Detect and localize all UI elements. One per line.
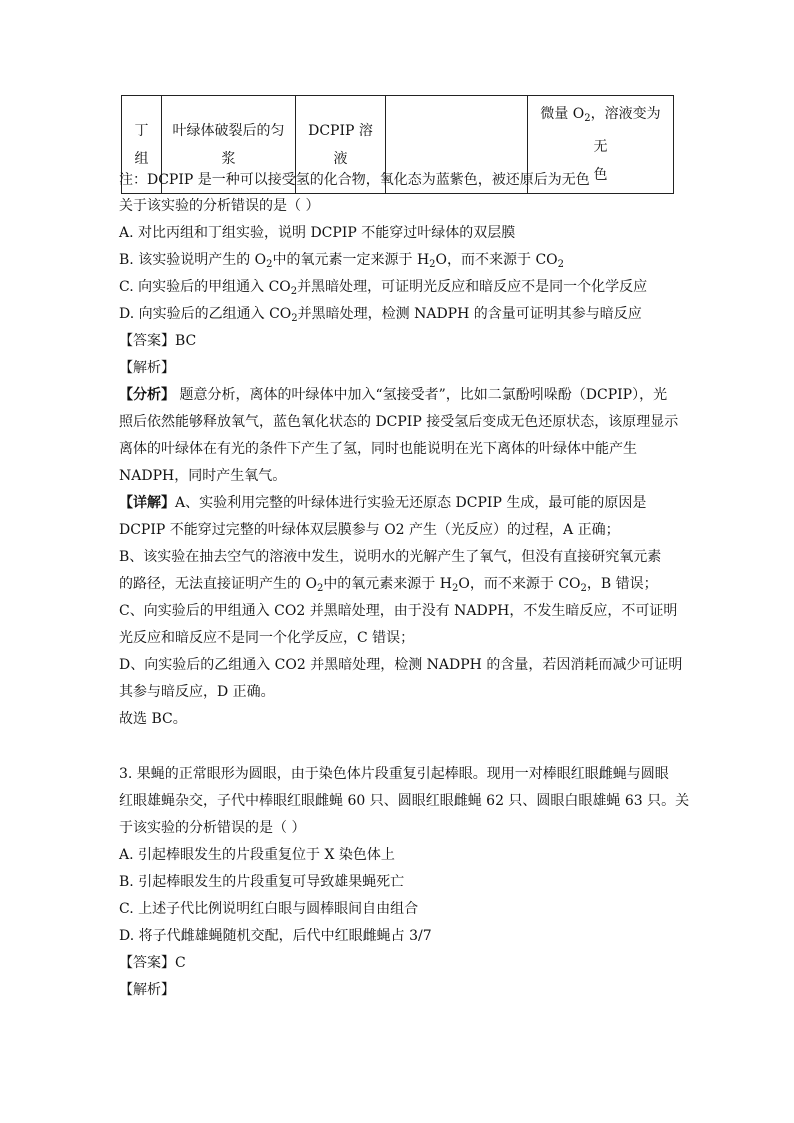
q2-analysis-line-4: NADPH，同时产生氧气。 [119,468,287,484]
text: O，而不来源于 CO [435,252,558,268]
q2-stem: 关于该实验的分析错误的是（ ） [119,198,320,214]
q3-stem-line-1: 3. 果蝇的正常眼形为圆眼，由于染色体片段重复引起棒眼。现用一对棒眼红眼雌蝇与圆眼 [119,766,669,782]
text: D. 向实验后的乙组通入 CO [119,306,292,322]
subscript: 2 [266,259,273,270]
q3-option-a: A. 引起棒眼发生的片段重复位于 X 染色体上 [119,847,395,863]
cell-line: 组 [134,150,149,167]
text: C. 向实验后的甲组通入 CO [119,279,291,295]
q2-option-a: A. 对比丙组和丁组实验，说明 DCPIP 不能穿过叶绿体的双层膜 [119,225,516,241]
cell-line: DCPIP 溶 [308,122,373,139]
detail-tag: 【详解】 [119,495,175,511]
text: O，而不来源于 CO [458,576,581,592]
subscript: 2 [451,583,459,594]
q2-detail-line-4 [119,574,658,599]
cell-line: 色 [593,167,608,183]
text: 的路径，无法直接证明产生的 O [119,576,317,592]
q2-detail-line-1 [119,493,646,513]
analysis-tag: 【分析】 [119,387,175,403]
q3-answer: 【答案】C [119,955,186,971]
note-text: 注：DCPIP 是一种可以接受氢的化合物，氧化态为蓝紫色，被还原后为无色 [119,172,590,188]
q2-option-c [119,277,647,302]
text: 并黑暗处理，检测 NADPH 的含量可证明其参与暗反应 [297,306,642,322]
cell-line: 浆 [221,150,236,167]
q2-detail-line-7: D、向实验后的乙组通入 CO2 并黑暗处理，检测 NADPH 的含量，若因消耗而减少可证明 [119,657,683,673]
q2-detail-line-8: 其参与暗反应，D 正确。 [119,684,275,700]
q2-answer: 【答案】BC [119,333,197,349]
subscript: 2 [429,259,436,270]
q3-stem-line-3: 于该实验的分析错误的是（ ） [119,820,306,836]
text: 题意分析，离体的叶绿体中加入“氢接受者”，比如二氯酚吲哚酚（DCPIP），光 [175,387,668,403]
q3-option-d: D. 将子代雌雄蝇随机交配，后代中红眼雌蝇占 3/7 [119,928,432,944]
q2-jiexi-heading: 【解析】 [119,360,175,376]
q3-option-c: C. 上述子代比例说明红白眼与圆棒眼间自由组合 [119,901,419,917]
q2-option-b [119,250,564,275]
text: 并黑暗处理，可证明光反应和暗反应不是同一个化学反应 [297,279,648,295]
text: A、实验利用完整的叶绿体进行实验无还原态 DCPIP 生成，最可能的原因是 [175,495,647,511]
cell-text: 微量 O [540,106,585,122]
subscript: 2 [290,286,298,297]
subscript: 2 [291,313,298,324]
q2-analysis-line-2: 照后依然能够释放氧气，蓝色氧化状态的 DCPIP 接受氢后变成无色还原状态，该原理显示 [119,414,679,430]
cell-line: 丁 [134,122,149,139]
q2-analysis-line-3: 离体的叶绿体在有光的条件下产生了氢，同时也能说明在光下离体的叶绿体中能产生 [119,441,637,457]
cell-line: 液 [333,150,348,167]
subscript: 2 [316,583,324,594]
text: ，B 错误； [586,576,658,592]
q3-jiexi-heading: 【解析】 [119,982,175,998]
q2-detail-line-6: 光反应和暗反应不是同一个化学反应，C 错误； [119,630,415,646]
q2-detail-line-3: B、该实验在抽去空气的溶液中发生，说明水的光解产生了氧气，但没有直接研究氧元素 [119,549,662,565]
q3-stem-line-2: 红眼雄蝇杂交，子代中棒眼红眼雌蝇 60 只、圆眼红眼雌蝇 62 只、圆眼白眼雄蝇 63 只。关 [119,793,690,809]
text: 中的氧元素来源于 H [323,576,452,592]
subscript: 2 [557,259,565,270]
q2-detail-line-2: DCPIP 不能穿过完整的叶绿体双层膜参与 O2 产生（光反应）的过程，A 正确； [119,522,620,538]
cell-text: ，溶液变为无 [590,106,661,155]
cell-line: 叶绿体破裂后的匀 [172,122,285,139]
q3-option-b: B. 引起棒眼发生的片段重复可导致雄果蝇死亡 [119,874,405,890]
subscript: 2 [580,583,587,594]
text: 中的氧元素一定来源于 H [272,252,430,268]
subscript: 2 [584,113,591,124]
text: B. 该实验说明产生的 O [119,252,267,268]
q2-conclusion: 故选 BC。 [119,711,187,727]
q2-detail-line-5: C、向实验后的甲组通入 CO2 并黑暗处理，由于没有 NADPH，不发生暗反应，不可证明 [119,603,678,619]
q2-analysis-line-1 [119,385,667,405]
q2-option-d [119,304,642,329]
